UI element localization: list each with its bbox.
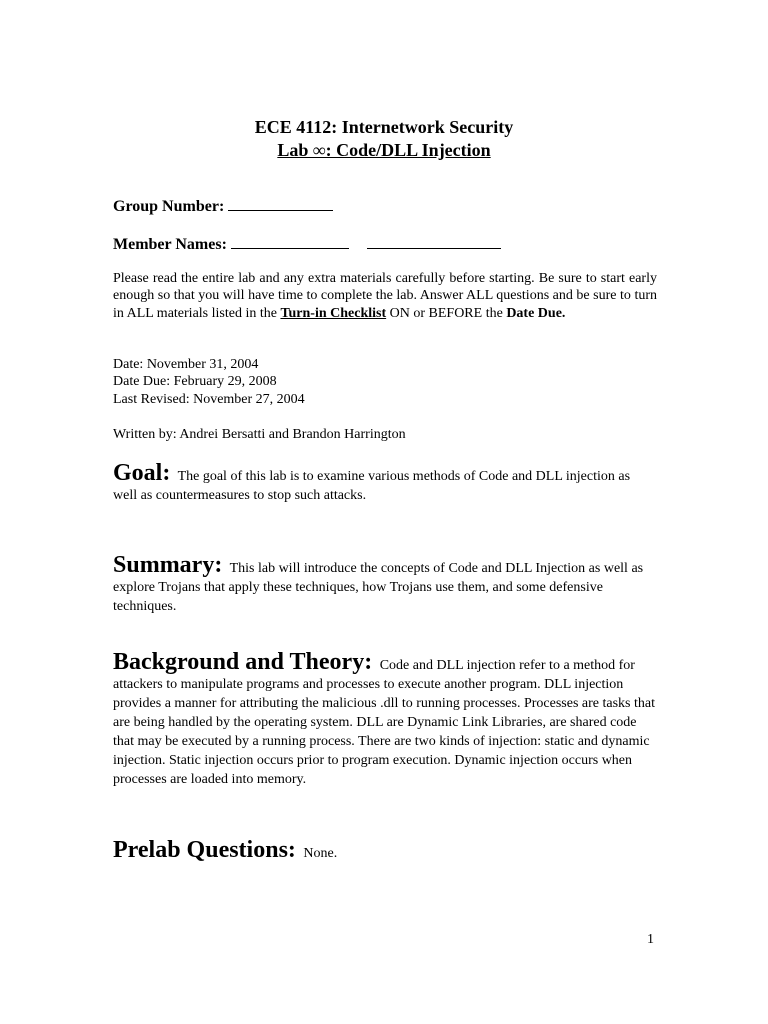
intro-text-2: ON or BEFORE the [386,305,507,321]
date-due-line: Date Due: February 29, 2008 [113,374,277,390]
date-line: Date: November 31, 2004 [113,357,259,372]
prelab-text: None. [303,846,338,861]
group-number-label: Group Number [113,198,219,215]
goal-heading: Goal: [113,460,171,486]
member-names-colon: : [221,236,227,253]
written-by-text: Written by: Andrei Bersatti and Brandon Harrington [113,427,406,442]
date-due-bold-text: Date Due. [506,305,566,321]
dates-block [113,356,657,408]
course-title [0,116,768,138]
member-names-field [113,233,501,255]
member-name-blank-1[interactable] [231,233,349,249]
intro-text-1: Please read the entire lab and any extra materials carefully before starting. Be sure to start early enough so that you will have time to complete the lab. Answer ALL questions and be sure to turn in ALL materials listed in the [113,271,657,321]
summary-text: This lab will introduce the concepts of Code and DLL Injection as well as explore Trojans that apply these techniques, how Trojans use them, and some defensive techniques. [113,561,644,614]
prelab-section [113,838,657,863]
last-revised-line: Last Revised: November 27, 2004 [113,391,305,407]
group-number-colon: : [218,198,225,215]
goal-section [113,461,657,505]
prelab-heading: Prelab Questions: [113,837,296,863]
lab-title [0,139,768,161]
group-number-blank[interactable] [228,195,333,211]
background-heading: Background and Theory: [113,649,373,675]
group-number-field [113,195,333,217]
summary-section [113,553,657,616]
turn-in-checklist-text: Turn-in Checklist [280,305,387,321]
member-names-label: Member Names [113,236,222,253]
background-text: Code and DLL injection refer to a method for attackers to manipulate programs and processes to execute another program. DLL injection provides a manner for attributing the malicious .dll to running processes. Processes are tasks that are being handled by the operating system. DLL are Dynamic Link Libraries, are shared code that may be executed by a running process. There are two kinds of injection: static and dynamic injection. Static injection occurs prior to program execution. Dynamic injection occurs when processes are loaded into memory. [113,658,655,787]
lab-title-text: Lab ∞: Code/DLL Injection [277,140,491,160]
summary-heading: Summary: [113,552,223,578]
course-title-text: ECE 4112: Internetwork Security [254,117,514,137]
member-name-blank-2[interactable] [367,233,501,249]
intro-paragraph [113,270,657,322]
page-number-text: 1 [647,932,654,947]
background-section [113,650,657,789]
written-by-line [113,426,657,443]
page-number [647,932,654,948]
goal-text: The goal of this lab is to examine various methods of Code and DLL injection as well as countermeasures to stop such attacks. [113,469,631,503]
